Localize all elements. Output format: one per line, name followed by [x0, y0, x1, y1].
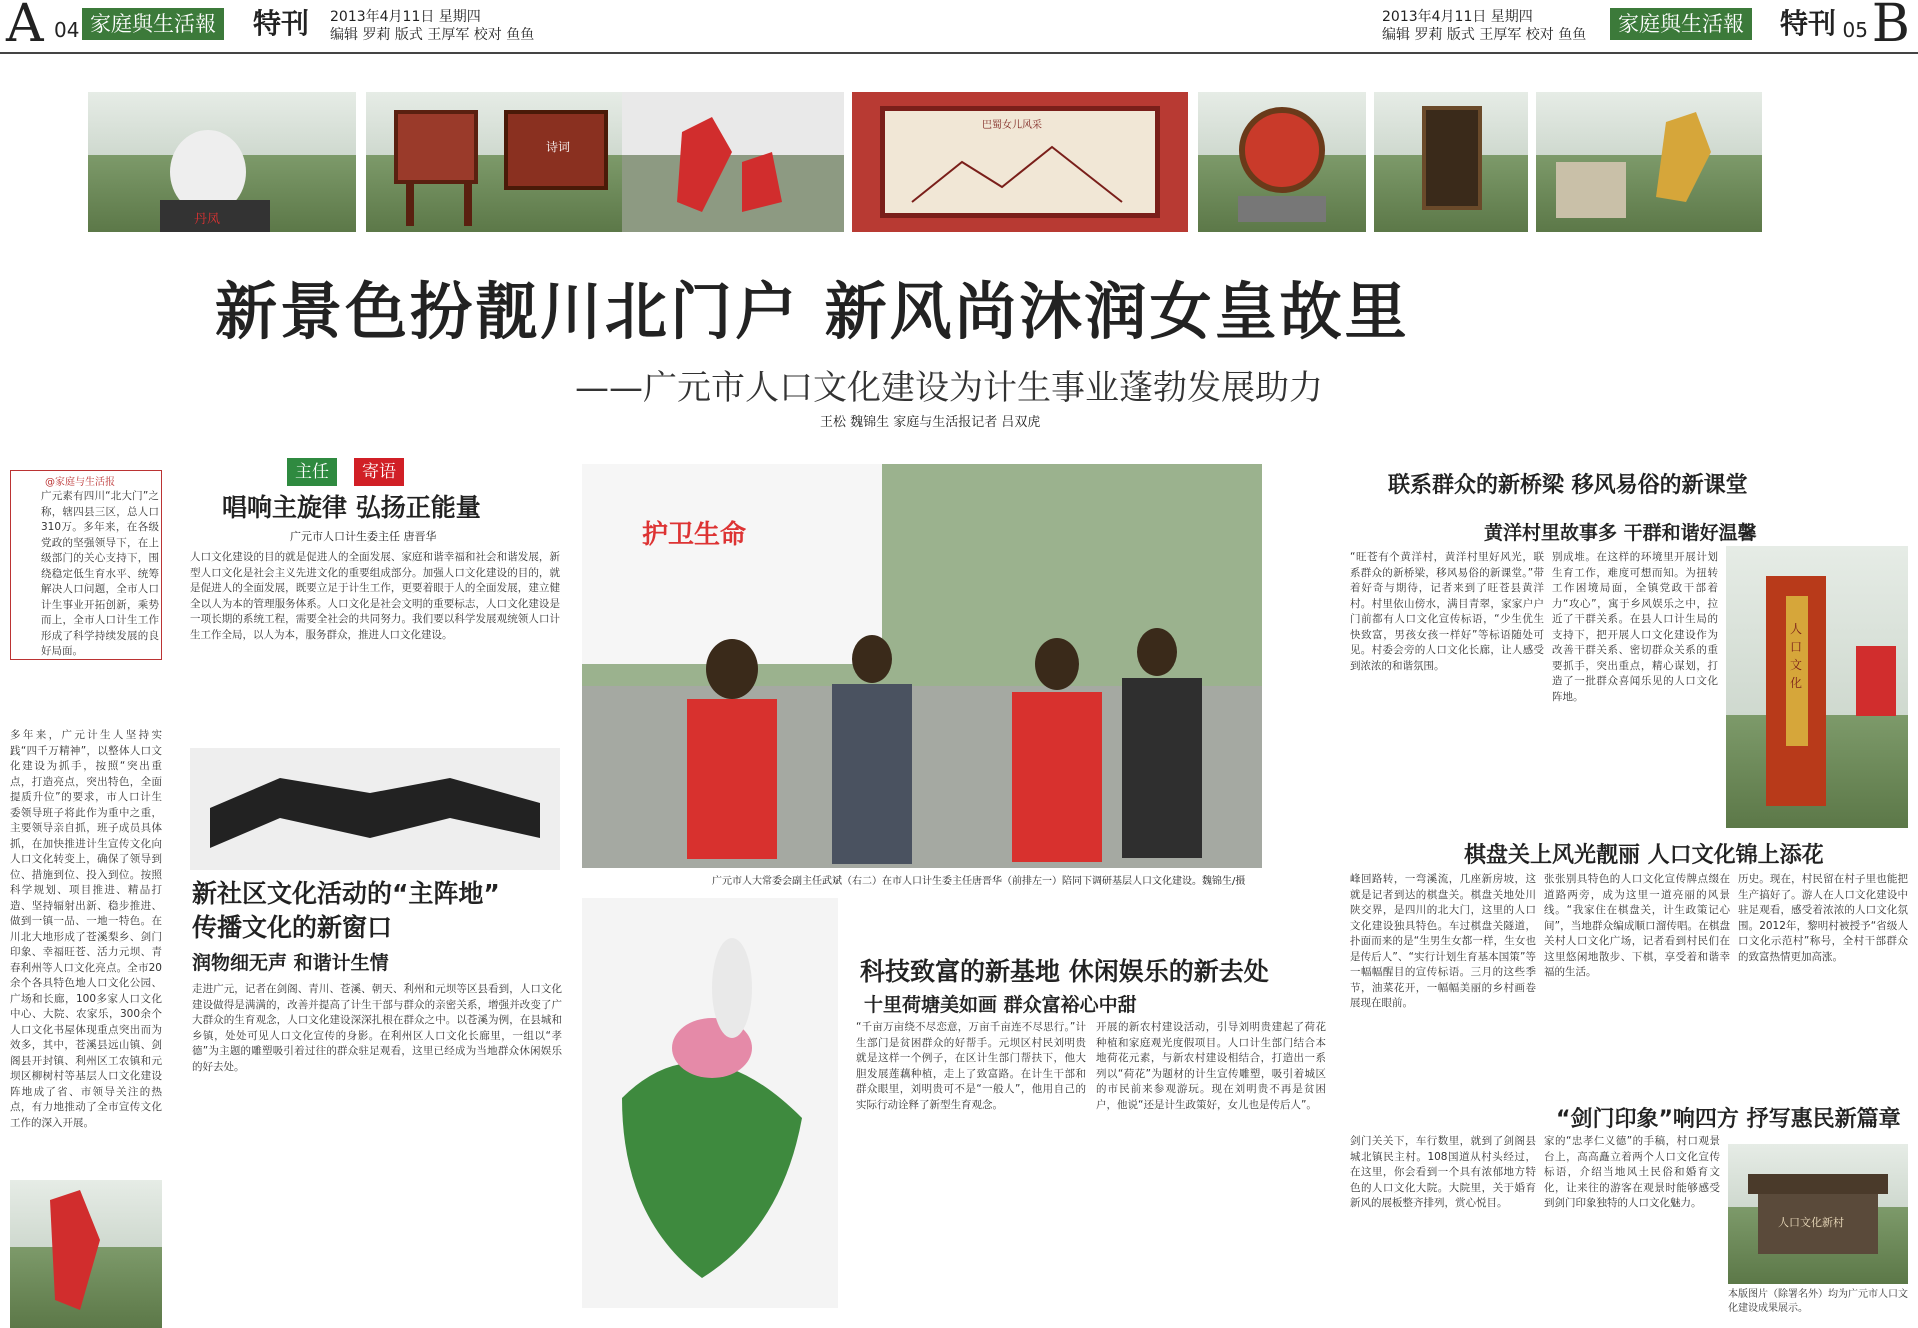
page-header: [0, 0, 1918, 54]
top-photo-3: [622, 92, 844, 232]
staff-line-right: 编辑 罗莉 版式 王厚军 校对 鱼鱼: [1382, 27, 1587, 43]
top-photo-6: [1374, 92, 1528, 232]
main-headline: 新景色扮靓川北门户 新风尚沐润女皇故里: [215, 275, 1410, 348]
tag-director: 主任: [287, 458, 337, 486]
lotus-sculpture-photo: [582, 898, 838, 1308]
date-line-left: 2013年4月11日 星期四: [330, 9, 481, 25]
section5-title: 棋盘关上风光靓丽 人口文化锦上添花: [1464, 843, 1824, 868]
top-photo-1-caption: 丹凤: [194, 212, 221, 227]
tag-message: 寄语: [354, 458, 404, 486]
top-photo-5: [1198, 92, 1366, 232]
section6-text-a: 剑门关关下，车行数里，就到了剑阁县城北镇民主村。108国道从村头经过，在这里，你会看到一个具有浓郁地方特色的人口文化大院。大院里，关于婚育新风的展板整齐排列，赏心悦目。: [1350, 1135, 1536, 1209]
left-bottom-photo: [10, 1180, 162, 1328]
top-photo-2: [366, 92, 634, 232]
left-page-letter: A: [6, 0, 44, 54]
section1-author: 广元市人口计生委主任 唐晋华: [290, 530, 437, 543]
section6-caption: 本版图片（除署名外）均为广元市人口文化建设成果展示。: [1728, 1289, 1908, 1314]
top-photo-4-caption: 巴蜀女儿风采: [982, 120, 1042, 131]
paper-name-left: 家庭與生活報: [82, 8, 224, 40]
section4-text-b: 别成堆。在这样的环境里开展计划生育工作，难度可想而知。为扭转工作困境局面，全镇党政干部着力“攻心”，寓于乡风娱乐之中，拉近了干群关系。在县人口计生局的支持下，把开展人口文化建设作为改善干群关系、密切群众关系的重要抓手，突出重点，精心谋划，打造了一批群众喜闻乐见的人口文化阵地。: [1552, 551, 1718, 703]
special-label-left: 特刊: [253, 7, 310, 40]
section2-title-line1: 新社区文化活动的“主阵地”: [192, 879, 500, 908]
section3-title: 科技致富的新基地 休闲娱乐的新去处: [860, 957, 1269, 986]
date-line-right: 2013年4月11日 星期四: [1382, 9, 1533, 25]
top-photo-1: [88, 92, 356, 232]
section3-sub: 十里荷塘美如画 群众富裕心中甜: [864, 994, 1137, 1016]
main-photo-caption: 广元市人大常委会副主任武斌（右二）在市人口计生委主任唐晋华（前排左一）陪同下调研基层人口文化建设。魏锦生/摄: [712, 876, 1246, 887]
section5-text-b: 张张别具特色的人口文化宣传牌点缀在道路两旁，成为这里一道亮丽的风景线。“我家住在棋盘关，计生政策记心间”，当地群众编成顺口溜传唱。在棋盘关村人口文化广场，记者看到村民们在这里悠闲地散步、下棋，享受着和谐幸福的生活。: [1544, 873, 1730, 978]
section3-text-a: “千亩万亩绕不尽恋意，万亩千亩连不尽思行。”计生部门是贫困群众的好帮手。元坝区村民刘明贵就是这样一个例子，在区计生部门帮扶下，他大胆发展莲藕种植，走上了致富路。在计生干部和群众眼里，刘明贵可不是“一般人”，他用自己的实际行动诠释了新型生育观念。: [856, 1021, 1086, 1111]
main-subheadline: ——广元市人口文化建设为计生事业蓬勃发展助力: [575, 368, 1323, 408]
section2-title-line2: 传播文化的新窗口: [192, 913, 393, 942]
section4-sub: 黄洋村里故事多 干群和谐好温馨: [1484, 522, 1757, 544]
top-photo-7: [1536, 92, 1762, 232]
left-page-number: 04: [54, 18, 80, 42]
special-label-right: 特刊: [1780, 7, 1837, 40]
right-sign-text: 人口文化: [1790, 622, 1803, 690]
village-gate-sign: 人口文化新村: [1778, 1216, 1844, 1229]
intro-sidebar: [10, 470, 162, 660]
stone-book-photo: [190, 748, 560, 870]
section6-text-b: 家的“忠孝仁义德”的手稿，村口观景台上，高高矗立着两个人口文化宣传标语，介绍当地风土民俗和婚育文化，让来往的游客在观景时能够感受到剑门印象独特的人口文化魅力。: [1544, 1135, 1720, 1209]
section1-text: 人口文化建设的目的就是促进人的全面发展、家庭和谐幸福和社会和谐发展，新型人口文化是社会主义先进文化的重要组成部分。加强人口文化建设的目的，就是促进人的全面发展，既要立足于计生工作，更要着眼于人的全面发展，建立健全以人为本的管理服务体系。人口文化是社会文明的重要标志，人口文化建设是一项长期的系统工程，需要全社会的共同努力。我们要以科学发展观统领人口计生工作全局，以人为本，服务群众，推进人口文化建设。: [190, 551, 560, 641]
section5-text-a: 峰回路转，一弯溪流，几座新房坡，这就是记者到达的棋盘关。棋盘关地处川陕交界，是四川的北大门，这里的人口文化建设独具特色。车过棋盘关隧道，扑面而来的是“生男生女都一样，生女也是传后人”、“实行计划生育基本国策”等一幅幅醒目的宣传标语。三月的这些季节，油菜花开，一幅幅美丽的乡村画卷展现在眼前。: [1350, 873, 1536, 1009]
sidebar-text: 广元素有四川“北大门”之称，辖四县三区，总人口310万。多年来，在各级党政的坚强领导下，在上级部门的关心支持下，围绕稳定低生育水平、统筹解决人口问题，全市人口计生事业开拓创新，乘势而上，全市人口计生工作形成了科学持续发展的良好局面。: [41, 490, 159, 657]
section2-text: 走进广元，记者在剑阁、青川、苍溪、朝天、利州和元坝等区县看到，人口文化建设做得是满满的，改善并提高了计生干部与群众的亲密关系，增强并改变了广大群众的生育观念，人口文化建设深深扎根在群众之中。以苍溪为例，在县城和乡镇，处处可见人口文化宣传的身影。在利州区人口文化长廊里，一组以“孝德”为主题的雕塑吸引着过往的群众驻足观看，这里已经成为当地群众休闲娱乐的好去处。: [192, 983, 562, 1073]
top-photo-4: [852, 92, 1188, 232]
section4-title: 联系群众的新桥梁 移风易俗的新课堂: [1388, 473, 1748, 498]
main-photo: [582, 464, 1262, 868]
section2-sub: 润物细无声 和谐计生情: [192, 952, 389, 974]
main-photo-sign: 护卫生命: [642, 520, 747, 550]
right-page-number: 05: [1842, 18, 1868, 42]
right-page-letter: B: [1871, 0, 1910, 54]
section3-text-b: 开展的新农村建设活动，引导刘明贵建起了荷花种植和家庭观光度假项目。人口计生部门结合本地荷花元素，与新农村建设相结合，打造出一系列以“荷花”为题材的计生宣传雕塑，吸引着城区的市民前来参观游玩。现在刘明贵不再是贫困户，他说“还是计生政策好，女儿也是传后人”。: [1096, 1021, 1326, 1111]
section1-title: 唱响主旋律 弘扬正能量: [222, 493, 481, 522]
left-column-text: 多年来，广元计生人坚持实践“四千万精神”，以整体人口文化建设为抓手，按照“突出重点，打造亮点，突出特色，全面提质升位”的要求，市人口计生委领导班子将此作为重中之重，主要领导亲自抓，班子成员具体抓，在加快推进计生宣传文化向人口文化转变上，确保了领导到位、措施到位、投入到位。按照科学规划、项目推进、精品打造、坚持辐射出新、稳步推进、做到一镇一品、一地一特色。在川北大地形成了苍溪梨乡、剑门印象、幸福旺苍、活力元坝、青春利州等人口文化亮点。全市20余个各具特色地人口文化公园、广场和长廊，100多家人口文化中心、大院、农家乐，300余个人口文化书屋体现重点突出而为效多，其中，苍溪县远山镇、剑阁县开封镇、利州区工农镇和元坝区柳树村等基层人口文化建设阵地成了省、市领导关注的热点，有力地推动了全市宣传文化工作的深入开展。: [10, 729, 162, 1129]
sidebar-tag: @家庭与生活报: [45, 477, 115, 488]
top-photo-2-caption: 诗词: [546, 140, 571, 154]
section4-text-a: “旺苍有个黄洋村，黄洋村里好风光，联系群众的新桥梁，移风易俗的新课堂。”带着好奇与期待，记者来到了旺苍县黄洋村。村里依山傍水，满目青翠，家家户户门前都有人口文化宣传标语，“少生优生快致富，男孩女孩一样好”等标语随处可见。村委会旁的人口文化长廊，让人感受到浓浓的和谐氛围。: [1350, 551, 1544, 672]
right-sign-photo: [1726, 546, 1908, 828]
village-gate-photo: [1728, 1144, 1908, 1284]
byline: 王松 魏锦生 家庭与生活报记者 吕双虎: [820, 415, 1041, 430]
staff-line-left: 编辑 罗莉 版式 王厚军 校对 鱼鱼: [330, 27, 535, 43]
section5-text-c: 历史。现在，村民留在村子里也能把生产搞好了。游人在人口文化建设中驻足观看，感受着浓浓的人口文化氛围。2012年，黎明村被授予“省级人口文化示范村”称号，全村干部群众的致富热情更加高涨。: [1738, 873, 1908, 963]
section6-title: “剑门印象”响四方 抒写惠民新篇章: [1556, 1107, 1901, 1132]
paper-name-right: 家庭與生活報: [1610, 8, 1752, 40]
